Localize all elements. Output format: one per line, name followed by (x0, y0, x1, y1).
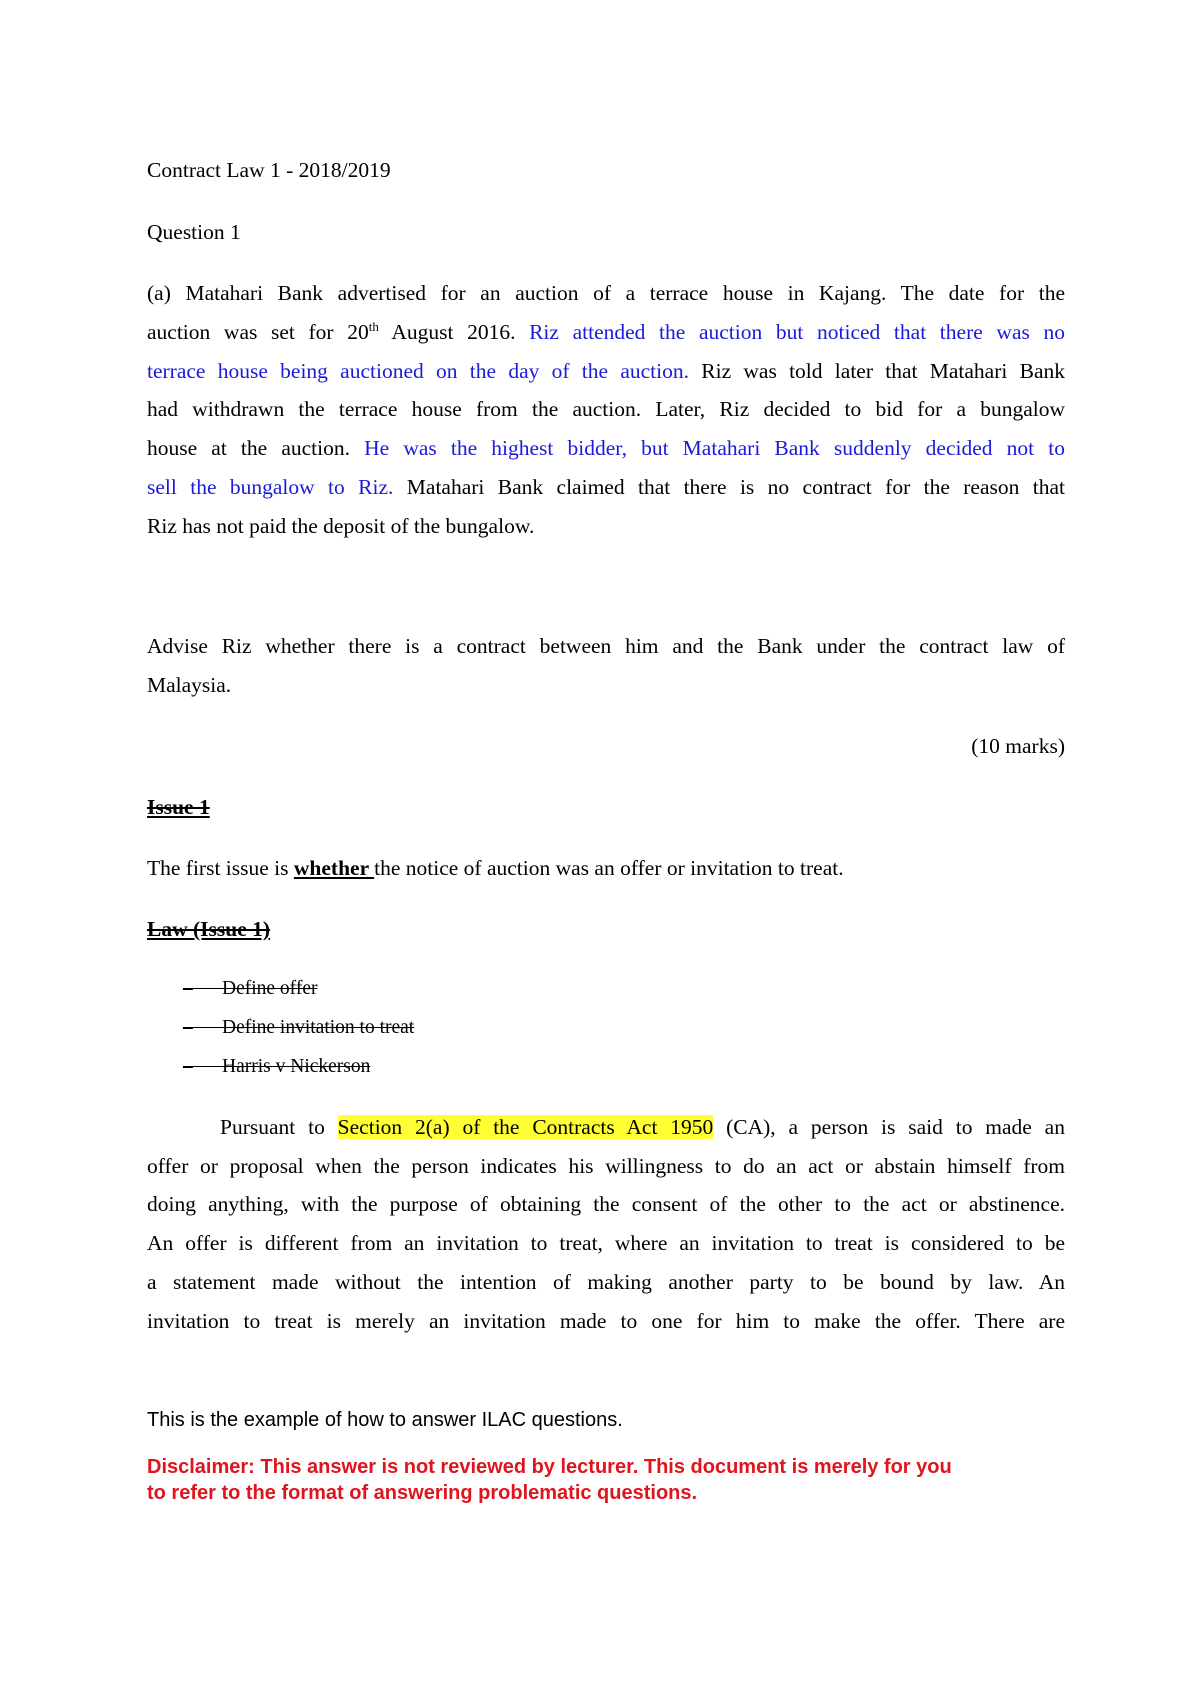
issue-statement (147, 856, 1065, 880)
facts-text: August 2016. (378, 320, 530, 344)
facts-text: auction was set for 20 (147, 320, 369, 344)
ordinal-suffix: th (368, 319, 379, 334)
law-text: Pursuant to (220, 1115, 338, 1139)
highlighted-statute: Section 2(a) of the Contracts Act 1950 (337, 1115, 714, 1139)
dash-marker: – (183, 1056, 222, 1077)
facts-line-5 (147, 436, 1065, 460)
facts-emphasis-text: terrace house being auctioned on the day of the auction. (147, 359, 689, 383)
law-body-line-1 (220, 1115, 1065, 1139)
facts-emphasis-text: Riz attended the auction but noticed that there was no (529, 320, 1065, 344)
law-body-line-6: invitation to treat is merely an invitation made to one for him to make the offer. There are (147, 1309, 1065, 1333)
bullet-text: Define offer (222, 978, 318, 999)
issue-text: The first issue is (147, 856, 294, 880)
facts-text: house at the auction. (147, 436, 365, 460)
facts-line-7: Riz has not paid the deposit of the bungalow. (147, 514, 535, 538)
advise-line-1: Advise Riz whether there is a contract between him and the Bank under the contract law of (147, 634, 1065, 658)
facts-line-2 (147, 320, 1065, 344)
law-body-line-3: doing anything, with the purpose of obtaining the consent of the other to the act or abstinence. (147, 1192, 1065, 1216)
disclaimer-line-2: to refer to the format of answering problematic questions. (147, 1482, 698, 1504)
law-body-line-4: An offer is different from an invitation to treat, where an invitation to treat is considered to be (147, 1231, 1065, 1255)
law-bullet-item (183, 1016, 414, 1040)
question-label: Question 1 (147, 220, 241, 244)
marks-label: (10 marks) (971, 734, 1065, 758)
bullet-text: Define invitation to treat (222, 1017, 415, 1038)
law-heading-text: Law (Issue 1) (147, 917, 271, 941)
footer-note: This is the example of how to answer ILAC questions. (147, 1409, 623, 1431)
law-body-line-5: a statement made without the intention of making another party to be bound by law. An (147, 1270, 1065, 1294)
issue-text: the notice of auction was an offer or invitation to treat. (374, 856, 844, 880)
issue-keyword: whether (293, 856, 375, 880)
law-bullet-item (183, 1055, 370, 1079)
issue-heading (147, 795, 1065, 819)
law-bullet-item (183, 977, 317, 1001)
facts-line-3 (147, 359, 1065, 383)
facts-text: Riz was told later that Matahari Bank (689, 359, 1066, 383)
law-heading (147, 917, 1065, 941)
law-body-line-2: offer or proposal when the person indicates his willingness to do an act or abstain himself from (147, 1154, 1065, 1178)
advise-line-2: Malaysia. (147, 673, 232, 697)
facts-emphasis-text: sell the bungalow to Riz. (147, 475, 394, 499)
facts-line-4: had withdrawn the terrace house from the auction. Later, Riz decided to bid for a bungalow (147, 397, 1065, 421)
disclaimer-line-1: Disclaimer: This answer is not reviewed by lecturer. This document is merely for you (147, 1456, 952, 1478)
dash-marker: – (183, 978, 222, 999)
bullet-text: Harris v Nickerson (222, 1056, 371, 1077)
document-title: Contract Law 1 - 2018/2019 (147, 158, 391, 182)
facts-emphasis-text: He was the highest bidder, but Matahari Bank suddenly decided not to (364, 436, 1065, 460)
facts-line-6 (147, 475, 1065, 499)
facts-text: Matahari Bank claimed that there is no contract for the reason that (393, 475, 1065, 499)
issue-heading-text: Issue 1 (147, 795, 210, 819)
dash-marker: – (183, 1017, 222, 1038)
law-text: (CA), a person is said to made an (713, 1115, 1065, 1139)
facts-line-1: (a) Matahari Bank advertised for an auction of a terrace house in Kajang. The date for the (147, 281, 1065, 305)
